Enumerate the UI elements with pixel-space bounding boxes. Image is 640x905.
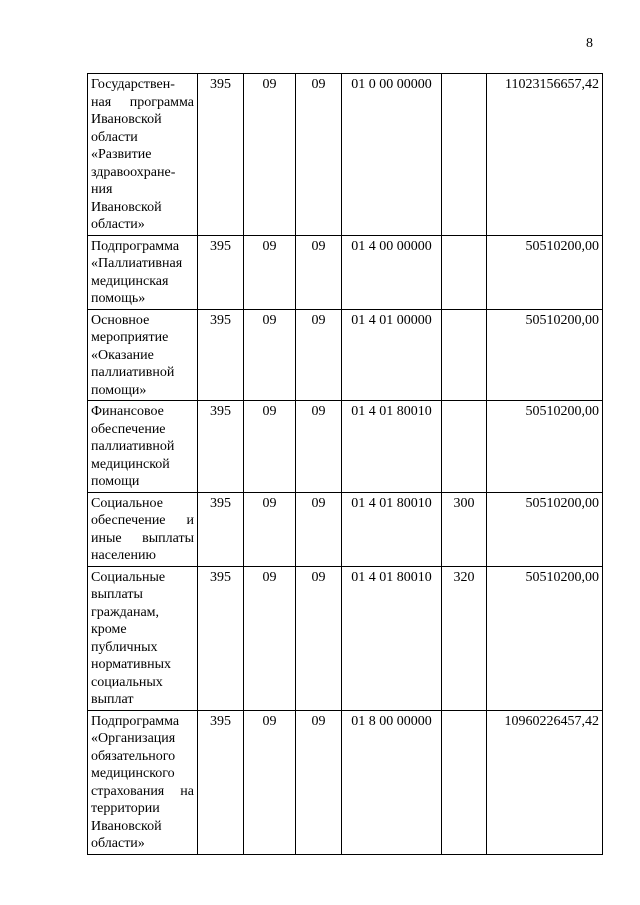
row-name-line: иные выплаты [91,530,194,546]
section-cell: 09 [244,235,296,309]
expense-type-cell [442,74,487,236]
row-name-line: Государствен- [91,77,175,92]
table-row [88,74,603,236]
row-name-line: страхования на [91,783,194,799]
row-name-line: Ивановской [91,112,162,127]
row-name-line: «Развитие [91,147,152,162]
table-row [88,566,603,710]
row-name-line: помощь» [91,291,146,306]
row-name-cell [88,74,198,236]
amount-cell: 50510200,00 [487,401,603,493]
subsection-cell: 09 [296,401,342,493]
target-article-cell: 01 0 00 00000 [342,74,442,236]
row-name-line: «Организация [91,731,176,746]
grbs-cell: 395 [198,401,244,493]
row-name-line: гражданам, [91,604,160,620]
row-name-line: паллиативной [91,365,175,380]
row-name-line: «Оказание [91,347,154,363]
row-name-line: медицинского [91,766,175,781]
row-name-line: области» [91,836,145,851]
row-name-line: нормативных [91,657,172,672]
subsection-cell: 09 [296,492,342,566]
row-name-line: ния [91,182,113,197]
row-name-cell [88,401,198,493]
row-name-line: ная программа [91,94,194,110]
target-article-cell: 01 4 01 80010 [342,566,442,710]
section-cell: 09 [244,74,296,236]
section-cell: 09 [244,710,296,854]
subsection-cell: 09 [296,710,342,854]
row-name-line: «Паллиативная [91,256,183,271]
row-name-line: Подпрограмма [91,238,180,254]
subsection-cell: 09 [296,235,342,309]
target-article-cell: 01 4 00 00000 [342,235,442,309]
target-article-cell: 01 4 01 00000 [342,309,442,401]
grbs-cell: 395 [198,309,244,401]
row-name-line: выплаты [91,587,143,602]
section-cell: 09 [244,492,296,566]
row-name-cell [88,309,198,401]
row-name-line: территории [91,801,160,816]
amount-cell: 50510200,00 [487,566,603,710]
subsection-cell: 09 [296,74,342,236]
row-name-line: помощи [91,474,140,489]
grbs-cell: 395 [198,492,244,566]
expense-type-cell: 300 [442,492,487,566]
table-body [88,74,603,855]
subsection-cell: 09 [296,566,342,710]
row-name-line: кроме [91,622,127,637]
row-name-line: области [91,129,138,145]
amount-cell: 50510200,00 [487,492,603,566]
row-name-line: Основное [91,312,150,328]
table-row [88,401,603,493]
row-name-line: Ивановской [91,818,162,834]
row-name-line: помощи» [91,382,147,398]
row-name-line: медицинской [91,456,170,472]
row-name-line: выплат [91,692,134,707]
row-name-line: Социальные [91,569,166,585]
table-row [88,710,603,854]
row-name-cell [88,235,198,309]
row-name-line: Ивановской [91,199,162,215]
grbs-cell: 395 [198,74,244,236]
section-cell: 09 [244,566,296,710]
expense-type-cell [442,235,487,309]
budget-table [87,73,603,855]
row-name-line: медицинская [91,273,169,289]
table-row [88,492,603,566]
row-name-line: Финансовое [91,404,164,419]
row-name-line: обеспечение [91,421,166,437]
row-name-line: мероприятие [91,330,169,345]
table-row [88,235,603,309]
section-cell: 09 [244,401,296,493]
grbs-cell: 395 [198,235,244,309]
grbs-cell: 395 [198,566,244,710]
expense-type-cell [442,710,487,854]
subsection-cell: 09 [296,309,342,401]
row-name-cell [88,492,198,566]
row-name-line: обеспечение и [91,513,194,528]
row-name-line: Социальное [91,495,163,511]
row-name-line: обязательного [91,748,176,764]
expense-type-cell [442,401,487,493]
section-cell: 09 [244,309,296,401]
amount-cell: 50510200,00 [487,309,603,401]
row-name-line: Подпрограмма [91,713,180,729]
amount-cell: 11023156657,42 [487,74,603,236]
row-name-line: области» [91,217,145,232]
row-name-cell [88,710,198,854]
amount-cell: 50510200,00 [487,235,603,309]
row-name-line: публичных [91,639,158,655]
table-row [88,309,603,401]
row-name-line: социальных [91,674,163,690]
row-name-line: паллиативной [91,439,175,454]
row-name-line: здравоохране- [91,164,176,180]
target-article-cell: 01 8 00 00000 [342,710,442,854]
row-name-line: населению [91,548,156,563]
expense-type-cell: 320 [442,566,487,710]
page-number: 8 [586,36,593,51]
row-name-cell [88,566,198,710]
amount-cell: 10960226457,42 [487,710,603,854]
grbs-cell: 395 [198,710,244,854]
target-article-cell: 01 4 01 80010 [342,492,442,566]
expense-type-cell [442,309,487,401]
target-article-cell: 01 4 01 80010 [342,401,442,493]
